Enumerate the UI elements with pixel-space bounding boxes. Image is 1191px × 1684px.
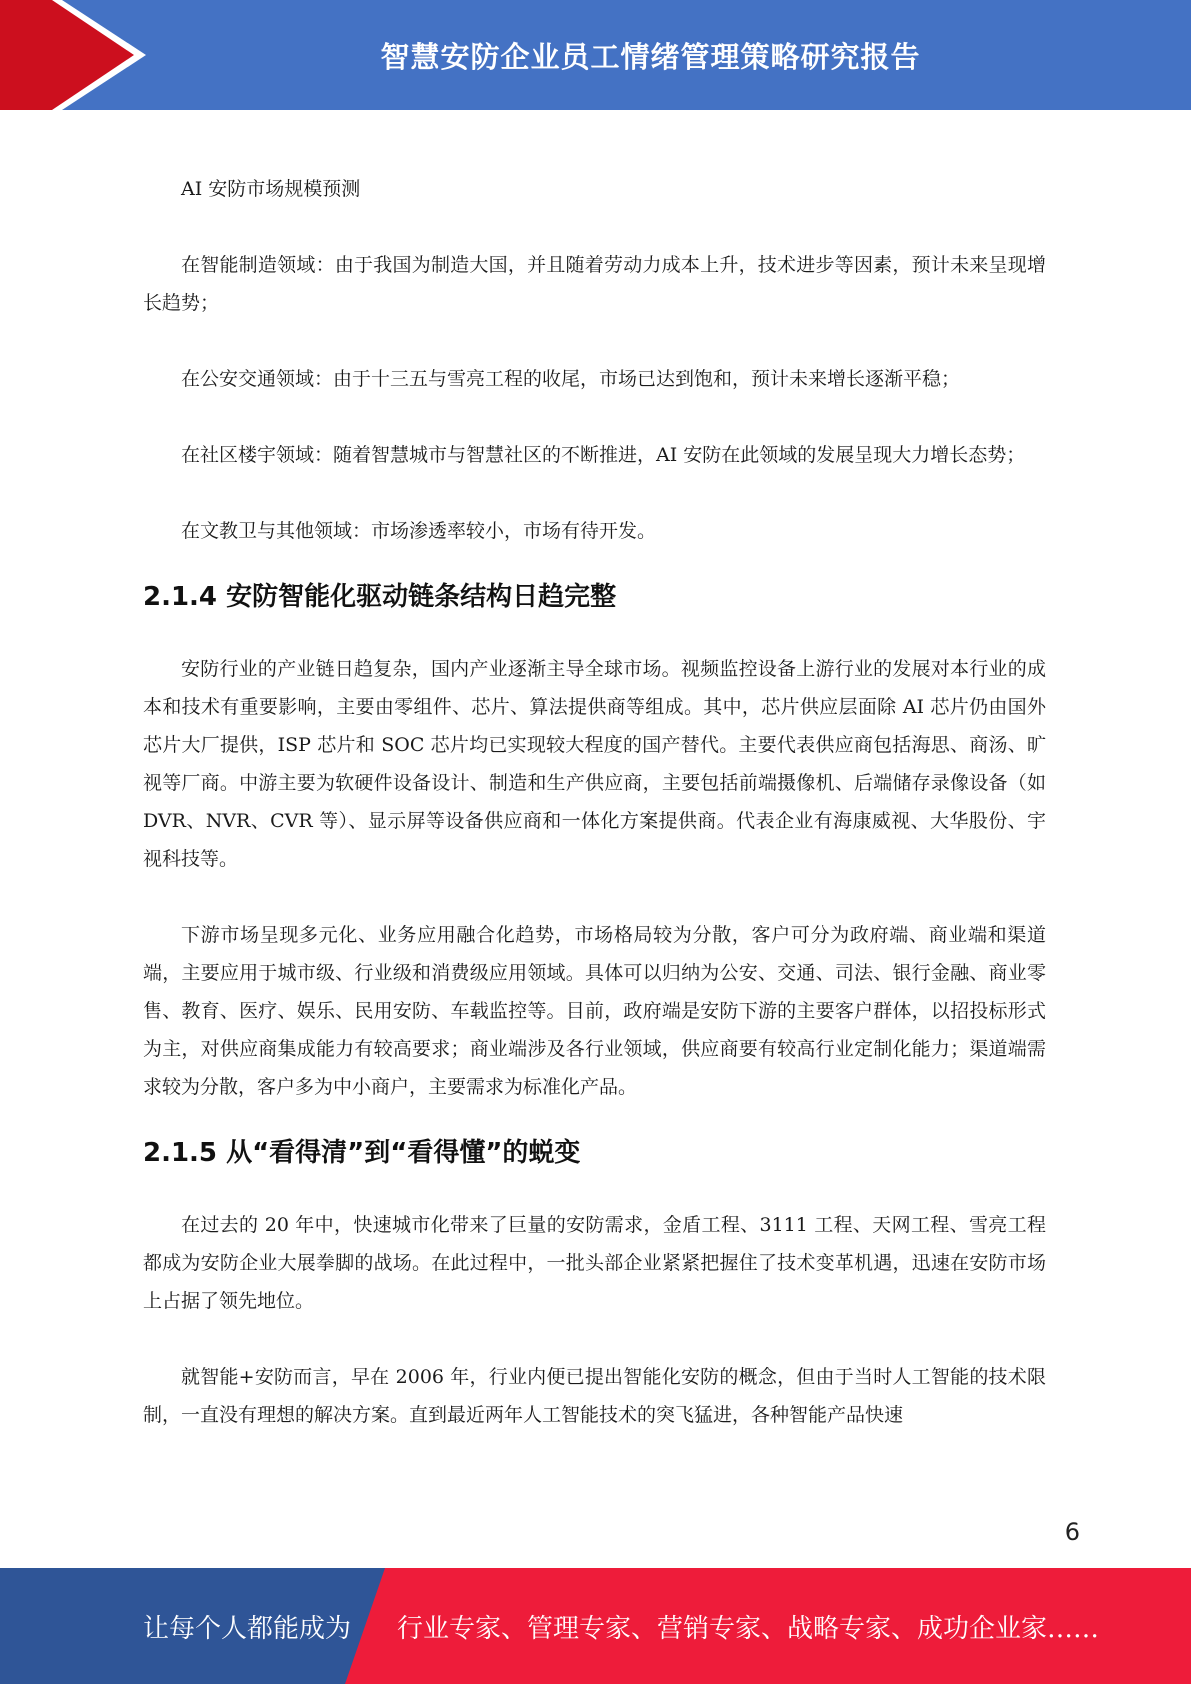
paragraph: 在文教卫与其他领域：市场渗透率较小，市场有待开发。 — [181, 520, 657, 542]
paragraph: 安防行业的产业链日趋复杂，国内产业逐渐主导全球市场。视频监控设备上游行业的发展对本行业的成本和技术有重要影响，主要由零组件、芯片、算法提供商等组成。其中，芯片供应层面除 AI 芯片仍由国外芯片大厂提供，ISP 芯片和 SOC 芯片均已实现较大程度的国产替代。主要代表供应商包括海思、商汤、旷视等厂商。中游主要为软硬件设备设计、制造和生产供应商，主要包括前端摄像机、后端储存录像设备（如 DVR、NVR、CVR 等）、显示屏等设备供应商和一体化方案提供商。代表企业有海康威视、大华股份、宇视科技等。 — [143, 658, 1046, 870]
footer-slogan-left: 让每个人都能成为 — [143, 1613, 352, 1644]
paragraph: 在过去的 20 年中，快速城市化带来了巨量的安防需求，金盾工程、3111 工程、天网工程、雪亮工程都成为安防企业大展拳脚的战场。在此过程中，一批头部企业紧紧把握住了技术变革机遇，迅速在安防市场上占据了领先地位。 — [143, 1214, 1046, 1312]
paragraph: 在智能制造领域：由于我国为制造大国，并且随着劳动力成本上升，技术进步等因素，预计未来呈现增长趋势； — [143, 254, 1046, 314]
report-body — [143, 170, 1046, 1434]
footer-slogan-right: 行业专家、管理专家、营销专家、战略专家、成功企业家…… — [397, 1613, 1100, 1644]
page-header — [0, 0, 1191, 110]
paragraph: 在公安交通领域：由于十三五与雪亮工程的收尾，市场已达到饱和，预计未来增长逐渐平稳； — [181, 368, 961, 390]
paragraph: 就智能+安防而言，早在 2006 年，行业内便已提出智能化安防的概念，但由于当时人工智能的技术限制，一直没有理想的解决方案。直到最近两年人工智能技术的突飞猛进，各种智能产品快速 — [143, 1366, 1046, 1426]
paragraph: 下游市场呈现多元化、业务应用融合化趋势，市场格局较为分散，客户可分为政府端、商业端和渠道端，主要应用于城市级、行业级和消费级应用领域。具体可以归纳为公安、交通、司法、银行金融、商业零售、教育、医疗、娱乐、民用安防、车载监控等。目前，政府端是安防下游的主要客户群体，以招投标形式为主，对供应商集成能力有较高要求；商业端涉及各行业领域，供应商要有较高行业定制化能力；渠道端需求较为分散，客户多为中小商户，主要需求为标准化产品。 — [143, 924, 1046, 1098]
section-heading-2-1-5: 2.1.5 从“看得清”到“看得懂”的蜕变 — [143, 1138, 581, 1168]
page-footer — [0, 1568, 1191, 1684]
paragraph: 在社区楼宇领域：随着智慧城市与智慧社区的不断推进，AI 安防在此领域的发展呈现大力增长态势； — [181, 444, 1026, 466]
document-title: 智慧安防企业员工情绪管理策略研究报告 — [380, 39, 921, 74]
paragraph: AI 安防市场规模预测 — [181, 178, 361, 200]
page-number: 6 — [1064, 1518, 1080, 1546]
section-heading-2-1-4: 2.1.4 安防智能化驱动链条结构日趋完整 — [143, 582, 617, 612]
